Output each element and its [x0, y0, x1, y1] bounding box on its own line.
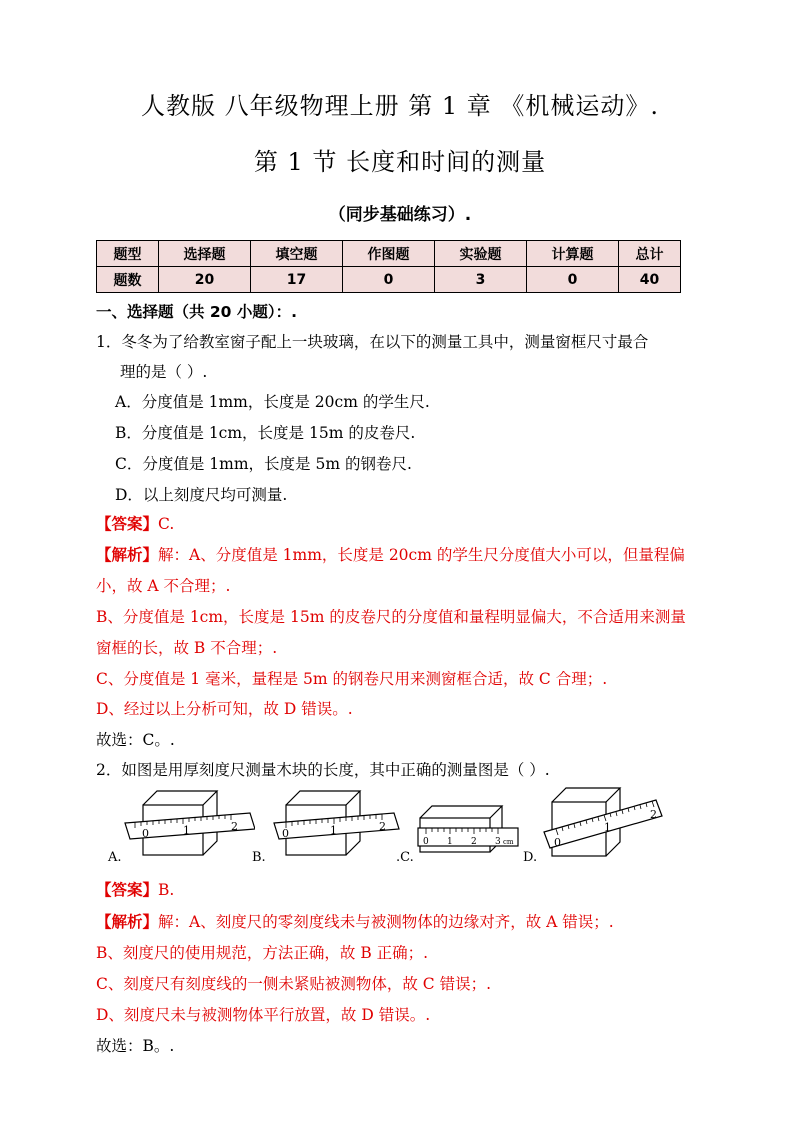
- q2-answer: [96, 878, 174, 900]
- table-cell: 17: [251, 267, 343, 293]
- tick-label: 1: [330, 824, 337, 837]
- analysis-label: 【解析】: [96, 913, 159, 931]
- analysis-text: 解：A、刻度尺的零刻度线未与被测物体的边缘对齐，故 A 错误；.: [158, 913, 614, 931]
- figure-c: [410, 800, 525, 860]
- q1-option-d: D．以上刻度尺均可测量.: [115, 486, 288, 504]
- tick-label: 2: [650, 808, 657, 821]
- table-cell: 40: [618, 267, 680, 293]
- q1-analysis-line2: 小，故 A 不合理；.: [96, 577, 231, 595]
- table-cell: 0: [343, 267, 435, 293]
- ruler-diagram-a: [105, 785, 255, 860]
- q2-analysis-line3: C、刻度尺有刻度线的一侧未紧贴被测物体，故 C 错误；.: [96, 975, 492, 993]
- tick-label: 3: [495, 837, 501, 847]
- q1-option-a: A．分度值是 1mm，长度是 20cm 的学生尺.: [115, 393, 430, 411]
- tick-label: 1: [183, 824, 190, 837]
- table-cell: 计算题: [526, 241, 618, 267]
- q1-stem-line1: 1．冬冬为了给教室窗子配上一块玻璃，在以下的测量工具中，测量窗框尺寸最合: [96, 333, 649, 351]
- figure-a: [105, 785, 255, 860]
- practice-subtitle: （同步基础练习）.: [328, 205, 472, 225]
- tick-label: 0: [554, 836, 561, 849]
- tick-label: 1: [447, 837, 453, 847]
- table-cell: 总计: [618, 241, 680, 267]
- figure-d-label: D.: [523, 850, 538, 865]
- analysis-label: 【解析】: [96, 546, 159, 564]
- q1-analysis-line4: 窗框的长，故 B 不合理；.: [96, 639, 278, 657]
- q1-choice: 故选：C。.: [96, 731, 175, 749]
- table-cell: 选择题: [159, 241, 251, 267]
- table-cell: 作图题: [343, 241, 435, 267]
- q1-analysis-line1: [96, 543, 685, 565]
- tick-label: 0: [423, 837, 429, 847]
- table-cell: 0: [526, 267, 618, 293]
- tick-label: 2: [471, 837, 477, 847]
- figure-d: [538, 782, 668, 862]
- q2-analysis-line4: D、刻度尺未与被测物体平行放置，故 D 错误。.: [96, 1006, 431, 1024]
- table-row: [97, 267, 681, 293]
- answer-value: B.: [158, 881, 175, 899]
- answer-label: 【答案】: [96, 881, 159, 899]
- table-row: [97, 241, 681, 267]
- unit-label: cm: [503, 838, 514, 846]
- tick-label: 2: [379, 820, 386, 833]
- figure-a-label: A.: [108, 850, 122, 865]
- section-heading: 一、选择题（共 20 小题）：.: [96, 303, 298, 321]
- table-cell: 20: [159, 267, 251, 293]
- doc-title: 人教版 八年级物理上册 第 1 章 《机械运动》.: [140, 92, 660, 120]
- table-cell: 3: [434, 267, 526, 293]
- q2-analysis-line2: B、刻度尺的使用规范，方法正确，故 B 正确；.: [96, 944, 429, 962]
- q1-analysis-line6: D、经过以上分析可知，故 D 错误。.: [96, 700, 353, 718]
- question-stats-table: [96, 240, 681, 293]
- table-cell: 题型: [97, 241, 159, 267]
- analysis-text: 解：A、分度值是 1mm，长度是 20cm 的学生尺分度值大小可以，但量程偏: [158, 546, 685, 564]
- q1-stem-line2: 理的是（ ）.: [120, 363, 208, 381]
- q2-choice: 故选：B。.: [96, 1037, 175, 1055]
- q2-stem: 2．如图是用厚刻度尺测量木块的长度，其中正确的测量图是（ ）.: [96, 761, 550, 779]
- ruler-diagram-d: [538, 782, 668, 862]
- q2-analysis-line1: [96, 910, 614, 932]
- q1-option-c: C．分度值是 1mm，长度是 5m 的钢卷尺.: [115, 455, 412, 473]
- answer-label: 【答案】: [96, 515, 159, 533]
- answer-value: C.: [158, 515, 175, 533]
- figure-b: [262, 785, 402, 860]
- ruler-diagram-c: [410, 800, 525, 860]
- tick-label: 1: [604, 821, 611, 834]
- tick-label: 2: [231, 820, 238, 833]
- q1-analysis-line3: B、分度值是 1cm，长度是 15m 的皮卷尺的分度值和量程明显偏大，不合适用来测量: [96, 608, 686, 626]
- tick-label: 0: [282, 827, 289, 840]
- figure-c-label: .C.: [396, 850, 414, 865]
- section-title: 第 1 节 长度和时间的测量: [253, 148, 547, 176]
- figure-b-label: B.: [252, 850, 266, 865]
- table-cell: 填空题: [251, 241, 343, 267]
- table-cell: 题数: [97, 267, 159, 293]
- table-cell: 实验题: [434, 241, 526, 267]
- q1-option-b: B．分度值是 1cm，长度是 15m 的皮卷尺.: [115, 424, 416, 442]
- ruler-diagram-b: [262, 785, 402, 860]
- q1-answer: [96, 512, 174, 534]
- tick-label: 0: [142, 827, 149, 840]
- q1-analysis-line5: C、分度值是 1 毫米，量程是 5m 的钢卷尺用来测窗框合适，故 C 合理；.: [96, 670, 608, 688]
